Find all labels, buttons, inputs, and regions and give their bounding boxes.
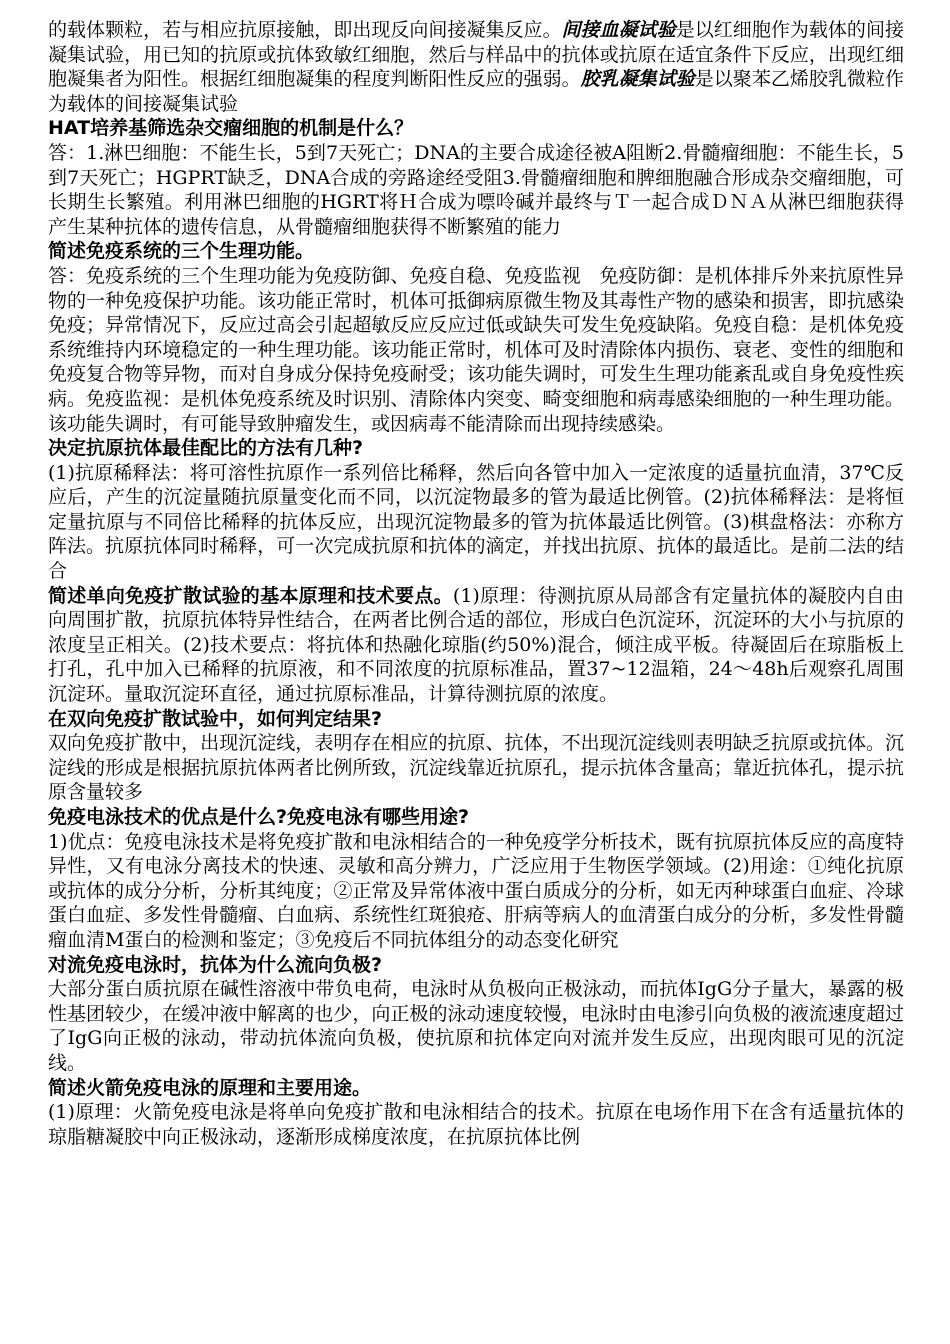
- single-diffusion-paragraph: [48, 584, 904, 707]
- question-immunoelectrophoresis: 免疫电泳技术的优点是什么?免疫电泳有哪些用途?: [48, 806, 470, 828]
- answer-optimal-ratio-text: (1)抗原稀释法：将可溶性抗原作一系列倍比稀释，然后向各管中加入一定浓度的适量抗血清，37℃反应后，产生的沉淀量随抗原量变化而不同，以沉淀物最多的管为最适比例管。(2)抗体稀释法：是将恒定量抗原与不同倍比稀释的抗体反应，出现沉淀物最多的管为抗体最适比例管。(3)棋盘格法：亦称方阵法。抗原抗体同时稀释，可一次完成抗原和抗体的滴定，并找出抗原、抗体的最适比。是前二法的结合: [48, 461, 904, 583]
- answer-counter-electrophoresis: 大部分蛋白质抗原在碱性溶液中带负电荷，电泳时从负极向正极泳动，而抗体IgG分子量大，暴露的极性基团较少，在缓冲液中解离的也少，向正极的泳动速度较慢，电泳时由电渗引向负极的液流速度超过了IgG向正极的泳动，带动抗体流向负极，使抗原和抗体定向对流并发生反应，出现肉眼可见的沉淀线。: [48, 978, 904, 1074]
- intro-text-3: 是以聚苯乙烯胶乳微粒作为载体的间接凝集试验: [48, 68, 904, 115]
- intro-text-1: 的载体颗粒，若与相应抗原接触，即出现反向间接凝集反应。: [48, 19, 562, 41]
- question-hat-medium: HAT培养基筛选杂交瘤细胞的机制是什么？: [48, 117, 414, 140]
- term-latex-agglutination: 胶乳凝集试验: [580, 68, 695, 91]
- question-single-diffusion: 简述单向免疫扩散试验的基本原理和技术要点。: [48, 584, 453, 607]
- answer-double-diffusion: 双向免疫扩散中，出现沉淀线，表明存在相应的抗原、抗体，不出现沉淀线则表明缺乏抗原或抗体。沉淀线的形成是根据抗原抗体两者比例所致，沉淀线靠近抗原孔，提示抗体含量高；靠近抗体孔，提示抗原含量较多: [48, 732, 904, 804]
- question-immune-functions: 简述免疫系统的三个生理功能。: [48, 240, 315, 263]
- answer-immunoelectrophoresis: 1)优点：免疫电泳技术是将免疫扩散和电泳相结合的一种免疫学分析技术，既有抗原抗体反应的高度特异性，又有电泳分离技术的快速、灵敏和高分辨力，广泛应用于生物医学领域。(2)用途：①纯化抗原或抗体的成分分析，分析其纯度；②正常及异常体液中蛋白质成分的分析，如无丙种球蛋白血症、冷球蛋白血症、多发性骨髓瘤、白血病、系统性红斑狼疮、肝病等病人的血清蛋白成分的分析，多发性骨髓瘤血清M蛋白的检测和鉴定；③免疫后不同抗体组分的动态变化研究: [48, 830, 904, 951]
- answer-hat-medium: 答：1.淋巴细胞：不能生长，5到7天死亡；DNA的主要合成途径被A阻断2.骨髓瘤细胞：不能生长，5到7天死亡；HGPRT缺乏，DNA合成的旁路途经受阻3.骨髓瘤细胞和脾细胞融合形成杂交瘤细胞，可长期生长繁殖。利用淋巴细胞的HGRT将Ｈ合成为嘌呤碱并最终与Ｔ一起合成ＤＮＡ从淋巴细胞获得产生某种抗体的遗传信息，从骨髓瘤细胞获得不断繁殖的能力: [48, 141, 904, 238]
- answer-optimal-ratio: [48, 461, 904, 584]
- intro-paragraph: [48, 18, 904, 116]
- intro-text-2: 是以红细胞作为载体的间接凝集试验，用已知的抗原或抗体致敏红细胞，然后与样品中的抗体或抗原在适宜条件下反应，出现红细胞凝集者为阳性。根据红细胞凝集的程度判断阳性反应的强弱。: [48, 19, 904, 91]
- question-double-diffusion: 在双向免疫扩散试验中，如何判定结果?: [48, 707, 383, 730]
- question-counter-electrophoresis: 对流免疫电泳时，抗体为什么流向负极?: [48, 953, 383, 976]
- answer-rocket-electrophoresis: (1)原理：火箭免疫电泳是将单向免疫扩散和电泳相结合的技术。抗原在电场作用下在含有适量抗体的琼脂糖凝胶中向正极泳动，逐渐形成梯度浓度，在抗原抗体比例: [48, 1101, 904, 1148]
- answer-single-diffusion: (1)原理：待测抗原从局部含有定量抗体的凝胶内自由向周围扩散，抗原抗体特异性结合，在两者比例合适的部位，形成白色沉淀环，沉淀环的大小与抗原的浓度呈正相关。(2)技术要点：将抗体和热融化琼脂(约50%)混合，倾注成平板。待凝固后在琼脂板上打孔，孔中加入已稀释的抗原液，和不同浓度的抗原标准品，置37~12温箱，24～48h后观察孔周围沉淀环。量取沉淀环直径，通过抗原标准品，计算待测抗原的浓度。: [48, 584, 904, 706]
- question-optimal-ratio: 决定抗原抗体最佳配比的方法有几种?: [48, 437, 364, 460]
- answer-immune-functions: 答：免疫系统的三个生理功能为免疫防御、免疫自稳、免疫监视 免疫防御：是机体排斥外来抗原性异物的一种免疫保护功能。该功能正常时，机体可抵御病原微生物及其毒性产物的感染和损害，即抗感染免疫；异常情况下，反应过高会引起超敏反应反应过低或缺失可发生免疫缺陷。免疫自稳：是机体免疫系统维持内环境稳定的一种生理功能。该功能正常时，机体可及时清除体内损伤、衰老、变性的细胞和免疫复合物等异物，而对自身成分保持免疫耐受；该功能失调时，可发生生理功能紊乱或自身免疫性疾病。免疫监视：是机体免疫系统及时识别、清除体内突变、畸变细胞和病毒感染细胞的一种生理功能。该功能失调时，有可能导致肿瘤发生，或因病毒不能清除而出现持续感染。: [48, 264, 904, 435]
- term-indirect-hemagglutination: 间接血凝试验: [561, 19, 676, 41]
- question-rocket-electrophoresis: 简述火箭免疫电泳的原理和主要用途。: [48, 1076, 372, 1099]
